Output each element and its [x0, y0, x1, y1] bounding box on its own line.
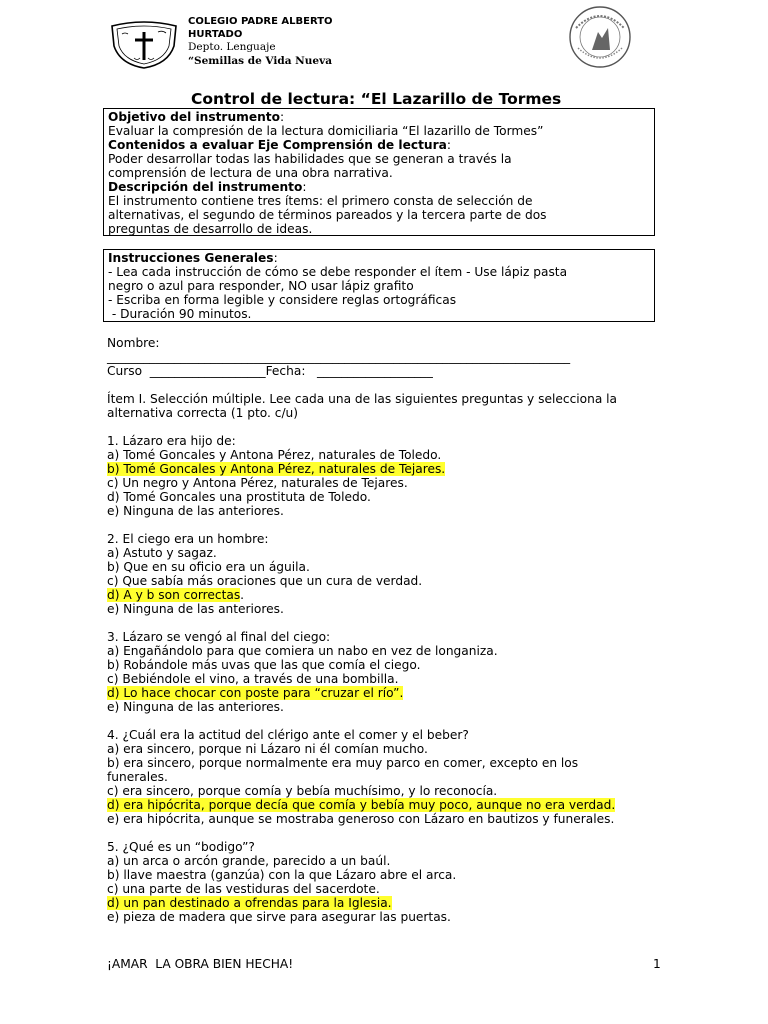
instructions-title: Instrucciones Generales [108, 251, 274, 265]
item1-instructions: Ítem I. Selección múltiple. Lee cada una de las siguientes preguntas y selecciona la [107, 392, 618, 406]
description-title: Descripción del instrumento [108, 180, 303, 194]
option-c: c) Bebiéndole el vino, a través de una bombilla. [107, 672, 399, 686]
question-2: 2. El ciego era un hombre: [107, 532, 269, 546]
option-a: a) un arca o arcón grande, parecido a un baúl. [107, 854, 391, 868]
question-5: 5. ¿Qué es un “bodigo”? [107, 840, 255, 854]
objective-title: Objetivo del instrumento [108, 110, 280, 124]
question-4: 4. ¿Cuál era la actitud del clérigo ante el comer y el beber? [107, 728, 469, 742]
description-line: alternativas, el segundo de términos pareados y la tercera parte de dos [108, 208, 547, 222]
department-seal [568, 4, 632, 70]
option-d-highlighted: d) era hipócrita, porque decía que comía y bebía muy poco, aunque no era verdad. [107, 798, 616, 812]
school-name-line1: COLEGIO PADRE ALBERTO [188, 16, 333, 27]
instruction-line: - Lea cada instrucción de cómo se debe responder el ítem - Use lápiz pasta [108, 265, 568, 279]
option-e: e) era hipócrita, aunque se mostraba generoso con Lázaro en bautizos y funerales. [107, 812, 615, 826]
option-c: c) Que sabía más oraciones que un cura de verdad. [107, 574, 423, 588]
page-number: 1 [653, 957, 661, 971]
option-a: a) Tomé Goncales y Antona Pérez, naturales de Toledo. [107, 448, 442, 462]
description-line: preguntas de desarrollo de ideas. [108, 222, 313, 236]
item1-instructions: alternativa correcta (1 pto. c/u) [107, 406, 299, 420]
option-e: e) pieza de madera que sirve para asegurar las puertas. [107, 910, 451, 924]
course-date-line[interactable]: Curso ___________________Fecha: ___________________ [107, 364, 433, 378]
option-d: d) Tomé Goncales una prostituta de Toledo. [107, 490, 371, 504]
question-1: 1. Lázaro era hijo de: [107, 434, 236, 448]
objective-text: Evaluar la compresión de la lectura domiciliaria “El lazarillo de Tormes” [108, 124, 544, 138]
option-c: c) una parte de las vestiduras del sacerdote. [107, 882, 380, 896]
school-motto: “Semillas de Vida Nueva [188, 55, 332, 67]
option-d-highlighted: d) un pan destinado a ofrendas para la Iglesia. [107, 896, 392, 910]
option-b: b) llave maestra (ganzúa) con la que Lázaro abre el arca. [107, 868, 457, 882]
option-c: c) Un negro y Antona Pérez, naturales de Tejares. [107, 476, 408, 490]
option-d-highlighted: d) A y b son correctas [107, 588, 241, 602]
option-e: e) Ninguna de las anteriores. [107, 504, 284, 518]
name-label: Nombre: [107, 336, 160, 350]
option-e: e) Ninguna de las anteriores. [107, 700, 284, 714]
option-b: b) Que en su oficio era un águila. [107, 560, 310, 574]
exam-content [107, 336, 697, 924]
option-b-highlighted: b) Tomé Goncales y Antona Pérez, naturales de Tejares. [107, 462, 446, 476]
option-c: c) era sincero, porque comía y bebía muchísimo, y lo reconocía. [107, 784, 498, 798]
instruction-line: - Escriba en forma legible y considere reglas ortográficas [108, 293, 457, 307]
footer-motto: ¡AMAR LA OBRA BIEN HECHA! [107, 957, 294, 971]
school-crest-logo [108, 20, 180, 70]
contents-title: Contenidos a evaluar Eje Comprensión de lectura [108, 138, 447, 152]
option-b: b) era sincero, porque normalmente era muy parco en comer, excepto en los [107, 756, 579, 770]
option-b-continued: funerales. [107, 770, 168, 784]
objectives-box: Objetivo del instrumento: Evaluar la compresión de la lectura domiciliaria “El lazarillo de Tormes” Contenidos a evaluar Eje Comprensión de lectura: Poder desarrollar todas las habilidades que se generan a través la comprensión de lectura de una obra narrativa. Descripción del instrumento: El instrumento contiene tres ítems: el primero consta de selección de alternativas, el segundo de términos pareados y la tercera parte de dos preguntas de desarrollo de ideas. [103, 108, 655, 236]
option-b: b) Robándole más uvas que las que comía el ciego. [107, 658, 421, 672]
contents-line: Poder desarrollar todas las habilidades que se generan a través la [108, 152, 512, 166]
school-info [188, 15, 388, 68]
name-line[interactable]: ____________________________________________________________________________ [107, 350, 571, 364]
question-3: 3. Lázaro se vengó al final del ciego: [107, 630, 331, 644]
page-title: Control de lectura: “El Lazarillo de Tormes [191, 90, 562, 108]
instruction-line: negro o azul para responder, NO usar lápiz grafito [108, 279, 414, 293]
option-e: e) Ninguna de las anteriores. [107, 602, 284, 616]
contents-line: comprensión de lectura de una obra narrativa. [108, 166, 393, 180]
description-line: El instrumento contiene tres ítems: el primero consta de selección de [108, 194, 533, 208]
option-a: a) Astuto y sagaz. [107, 546, 217, 560]
option-a: a) era sincero, porque ni Lázaro ni él comían mucho. [107, 742, 428, 756]
option-a: a) Engañándolo para que comiera un nabo en vez de longaniza. [107, 644, 498, 658]
department-name: Depto. Lenguaje [188, 41, 276, 53]
option-d-suffix: . [240, 588, 245, 602]
option-d-highlighted: d) Lo hace chocar con poste para “cruzar el río”. [107, 686, 404, 700]
instructions-box: Instrucciones Generales: - Lea cada instrucción de cómo se debe responder el ítem - Use lápiz pasta negro o azul para responder, NO usar lápiz grafito - Escriba en forma legible y considere reglas ortográficas - Duración 90 minutos. [103, 249, 655, 322]
instruction-line: - Duración 90 minutos. [108, 307, 252, 321]
school-name-line2: HURTADO [188, 29, 243, 40]
